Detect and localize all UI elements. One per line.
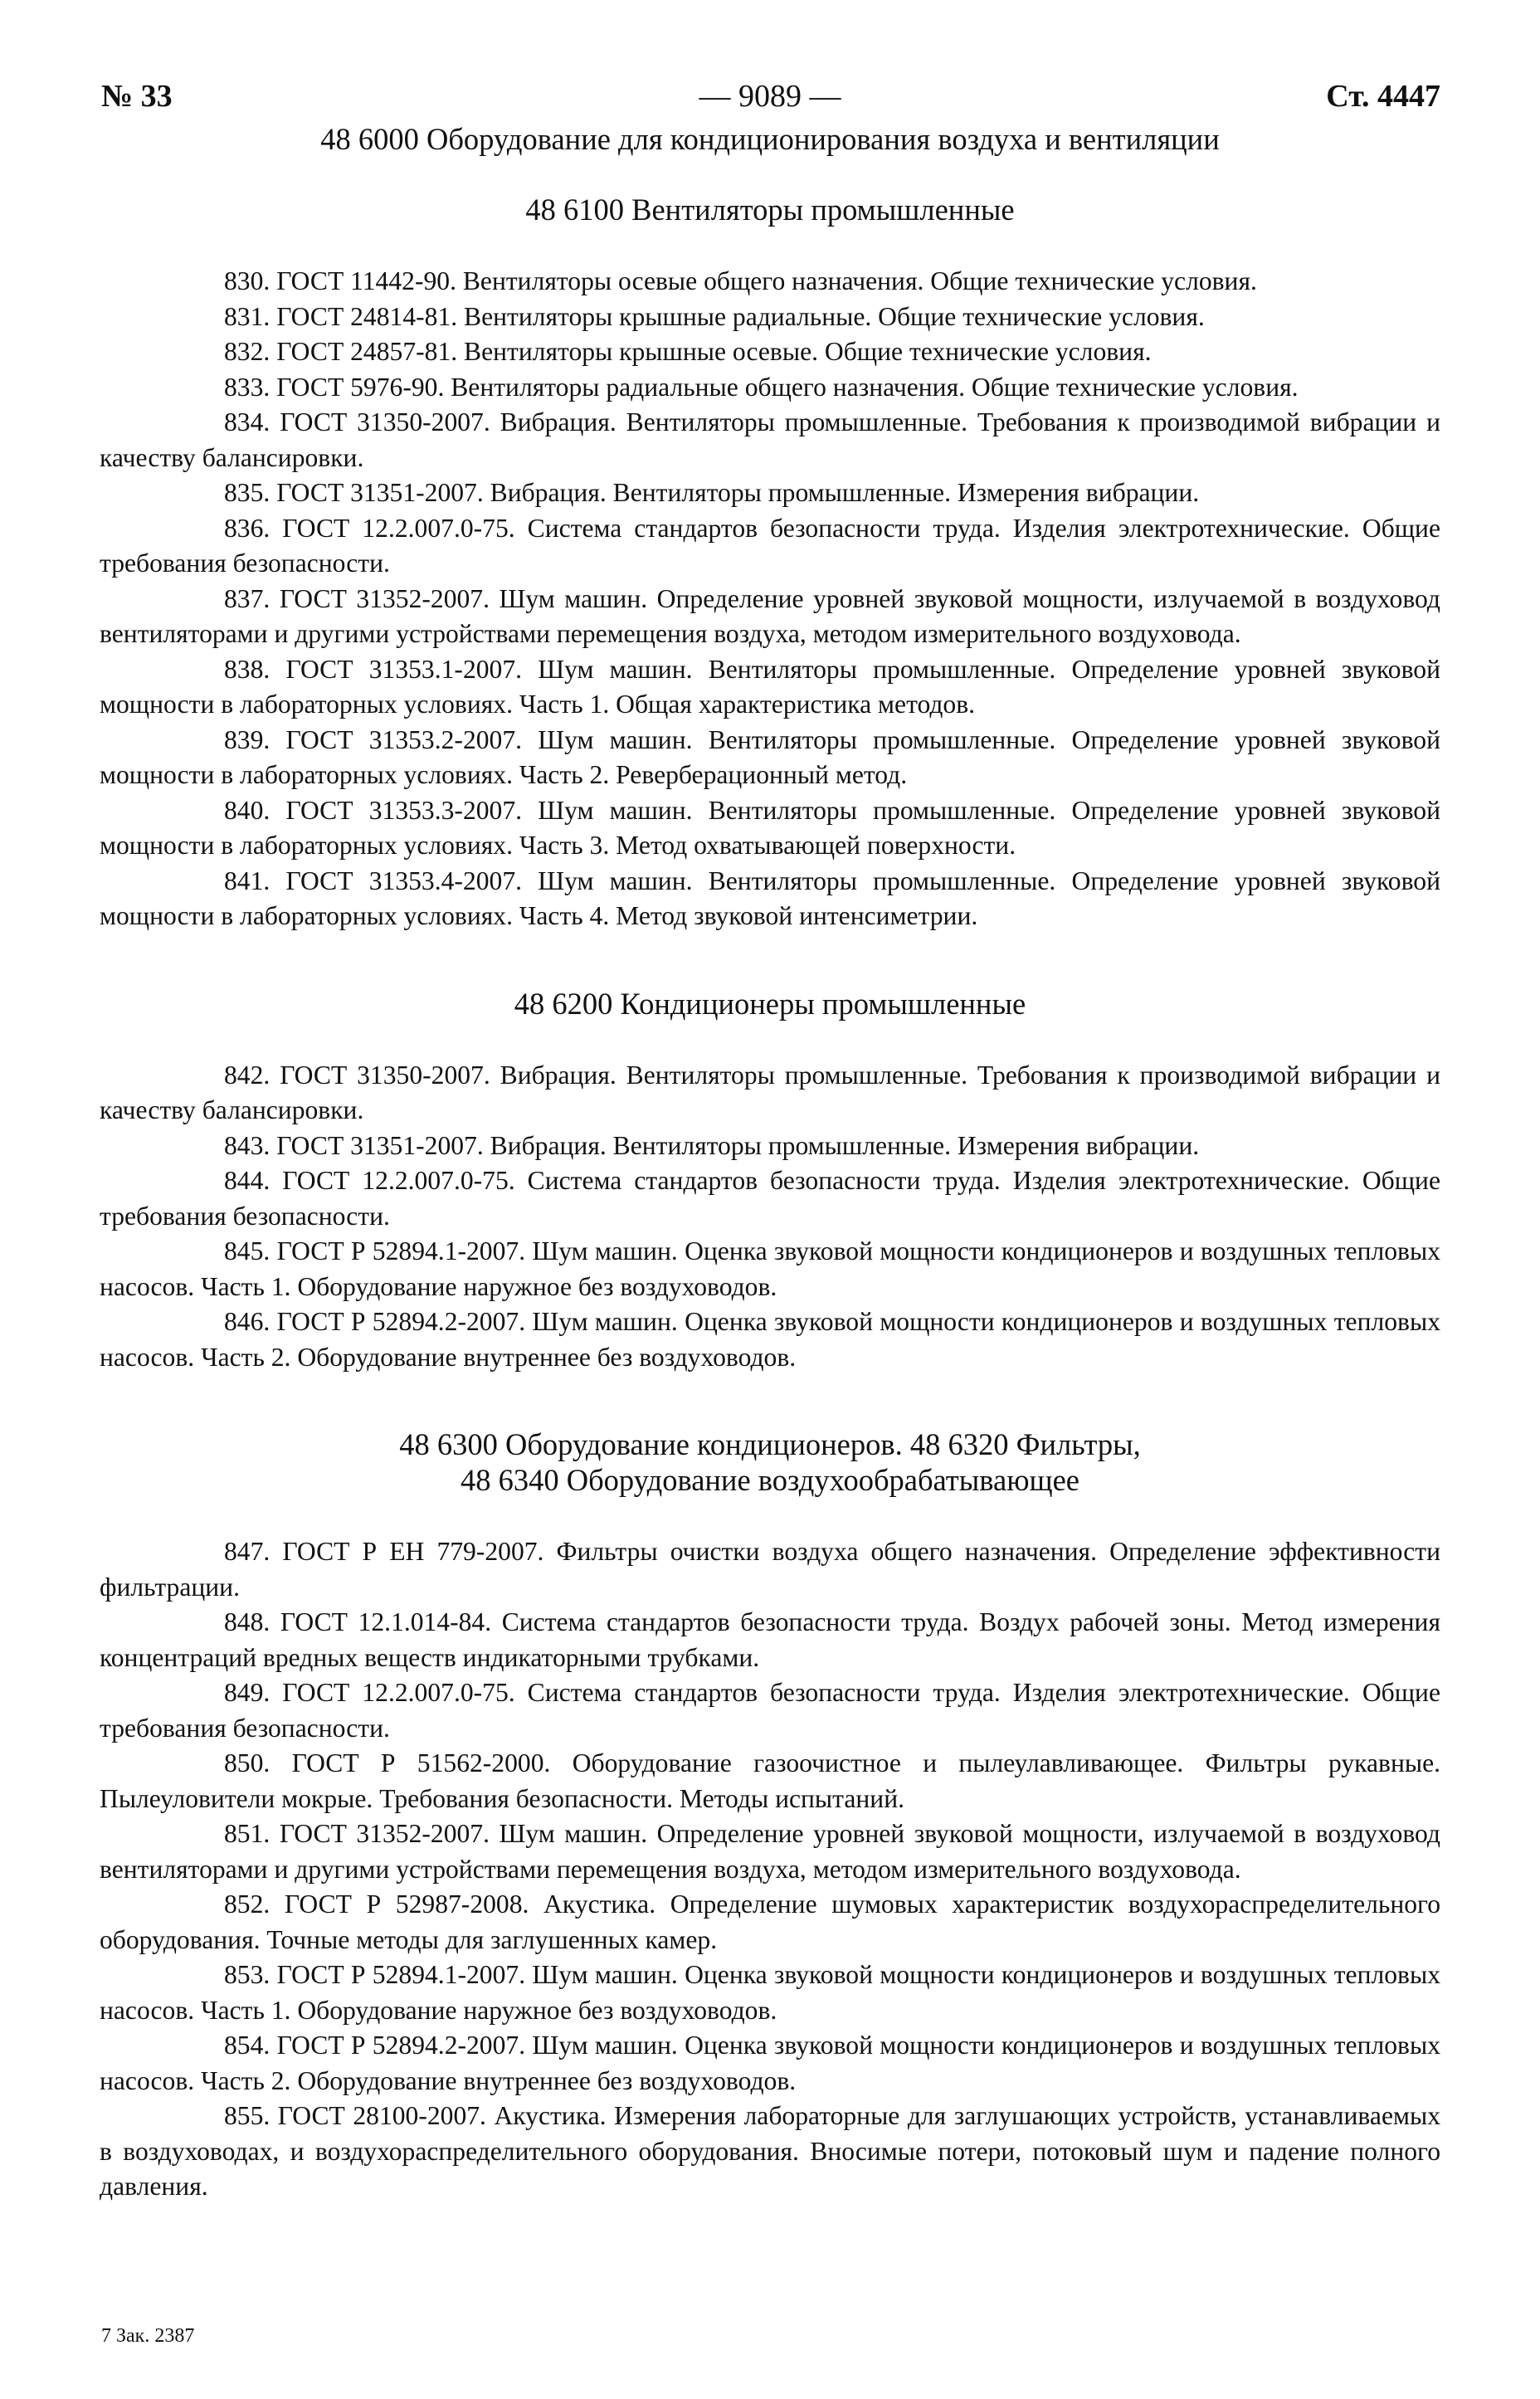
- entry-list: [100, 264, 1440, 934]
- standard-entry: 848. ГОСТ 12.1.014-84. Система стандартов безопасности труда. Воздух рабочей зоны. Метод измерения концентраций вредных веществ индикаторными трубками.: [100, 1607, 1440, 1672]
- standard-entry: 850. ГОСТ Р 51562-2000. Оборудование газоочистное и пылеулавливающее. Фильтры рукавные. Пылеуловители мокрые. Требования безопасности. Методы испытаний.: [100, 1748, 1440, 1813]
- standard-entry: 830. ГОСТ 11442-90. Вентиляторы осевые общего назначения. Общие технические условия.: [224, 266, 1257, 295]
- section-heading: [100, 192, 1440, 227]
- standard-entry: 834. ГОСТ 31350-2007. Вибрация. Вентиляторы промышленные. Требования к производимой вибрации и качеству балансировки.: [100, 407, 1440, 472]
- section-heading-line: 48 6200 Кондиционеры промышленные: [514, 986, 1026, 1021]
- main-heading: 48 6000 Оборудование для кондиционирования воздуха и вентиляции: [320, 122, 1220, 156]
- standard-entry: 841. ГОСТ 31353.4-2007. Шум машин. Вентиляторы промышленные. Определение уровней звуковой мощности в лабораторных условиях. Часть 4. Метод звуковой интенсиметрии.: [100, 865, 1440, 930]
- standard-entry: 846. ГОСТ Р 52894.2-2007. Шум машин. Оценка звуковой мощности кондиционеров и воздушных тепловых насосов. Часть 2. Оборудование внутреннее без воздуховодов.: [100, 1307, 1440, 1372]
- standard-entry: 844. ГОСТ 12.2.007.0-75. Система стандартов безопасности труда. Изделия электротехнические. Общие требования безопасности.: [100, 1166, 1440, 1231]
- document-page: [100, 71, 1440, 2205]
- entry-list: [100, 1534, 1440, 2205]
- standard-entry: 839. ГОСТ 31353.2-2007. Шум машин. Вентиляторы промышленные. Определение уровней звуковой мощности в лабораторных условиях. Часть 2. Реверберационный метод.: [100, 724, 1440, 789]
- article-number: Ст. 4447: [1326, 79, 1440, 114]
- page-header: [100, 71, 1440, 121]
- standard-entry: 837. ГОСТ 31352-2007. Шум машин. Определение уровней звуковой мощности, излучаемой в воздуховод вентиляторами и другими устройствами перемещения воздуха, методом измерительного воздуховода.: [100, 583, 1440, 648]
- standard-entry: 853. ГОСТ Р 52894.1-2007. Шум машин. Оценка звуковой мощности кондиционеров и воздушных тепловых насосов. Часть 1. Оборудование наружное без воздуховодов.: [100, 1960, 1440, 2025]
- standard-entry: 849. ГОСТ 12.2.007.0-75. Система стандартов безопасности труда. Изделия электротехнические. Общие требования безопасности.: [100, 1678, 1440, 1743]
- standard-entry: 835. ГОСТ 31351-2007. Вибрация. Вентиляторы промышленные. Измерения вибрации.: [224, 478, 1200, 507]
- standard-entry: 845. ГОСТ Р 52894.1-2007. Шум машин. Оценка звуковой мощности кондиционеров и воздушных тепловых насосов. Часть 1. Оборудование наружное без воздуховодов.: [100, 1236, 1440, 1301]
- standard-entry: 852. ГОСТ Р 52987-2008. Акустика. Определение шумовых характеристик воздухораспределительного оборудования. Точные методы для заглушенных камер.: [100, 1889, 1440, 1954]
- entry-list: [100, 1058, 1440, 1376]
- standard-entry: 832. ГОСТ 24857-81. Вентиляторы крышные осевые. Общие технические условия.: [224, 337, 1152, 366]
- standard-entry: 838. ГОСТ 31353.1-2007. Шум машин. Вентиляторы промышленные. Определение уровней звуковой мощности в лабораторных условиях. Часть 1. Общая характеристика методов.: [100, 654, 1440, 719]
- standard-entry: 836. ГОСТ 12.2.007.0-75. Система стандартов безопасности труда. Изделия электротехнические. Общие требования безопасности.: [100, 513, 1440, 578]
- standard-entry: 854. ГОСТ Р 52894.2-2007. Шум машин. Оценка звуковой мощности кондиционеров и воздушных тепловых насосов. Часть 2. Оборудование внутреннее без воздуховодов.: [100, 2031, 1440, 2095]
- section-heading: [100, 986, 1440, 1022]
- standard-entry: 847. ГОСТ Р ЕН 779-2007. Фильтры очистки воздуха общего назначения. Определение эффективности фильтрации.: [100, 1537, 1440, 1602]
- standard-entry: 840. ГОСТ 31353.3-2007. Шум машин. Вентиляторы промышленные. Определение уровней звуковой мощности в лабораторных условиях. Часть 3. Метод охватывающей поверхности.: [100, 795, 1440, 860]
- section-heading-line: 48 6340 Оборудование воздухообрабатывающее: [460, 1463, 1080, 1497]
- standard-entry: 831. ГОСТ 24814-81. Вентиляторы крышные радиальные. Общие технические условия.: [224, 301, 1205, 331]
- sections-container: [100, 192, 1440, 2205]
- standard-entry: 842. ГОСТ 31350-2007. Вибрация. Вентиляторы промышленные. Требования к производимой вибрации и качеству балансировки.: [100, 1060, 1440, 1124]
- footer-note: 7 Зак. 2387: [101, 2325, 195, 2347]
- standard-entry: 855. ГОСТ 28100-2007. Акустика. Измерения лабораторные для заглушающих устройств, устанавливаемых в воздуховодах, и воздухораспределительного оборудования. Вносимые потери, потоковый шум и падение полного давления.: [100, 2101, 1440, 2201]
- standard-entry: 833. ГОСТ 5976-90. Вентиляторы радиальные общего назначения. Общие технические условия.: [224, 372, 1299, 402]
- section-heading-line: 48 6100 Вентиляторы промышленные: [525, 193, 1015, 227]
- page-number: — 9089 —: [699, 79, 841, 114]
- standard-entry: 843. ГОСТ 31351-2007. Вибрация. Вентиляторы промышленные. Измерения вибрации.: [224, 1130, 1200, 1160]
- section-heading: [100, 1426, 1440, 1498]
- section-heading-line: 48 6300 Оборудование кондиционеров. 48 6320 Фильтры,: [399, 1427, 1141, 1461]
- standard-entry: 851. ГОСТ 31352-2007. Шум машин. Определение уровней звуковой мощности, излучаемой в воздуховод вентиляторами и другими устройствами перемещения воздуха, методом измерительного воздуховода.: [100, 1819, 1440, 1884]
- issue-number: № 33: [101, 79, 173, 114]
